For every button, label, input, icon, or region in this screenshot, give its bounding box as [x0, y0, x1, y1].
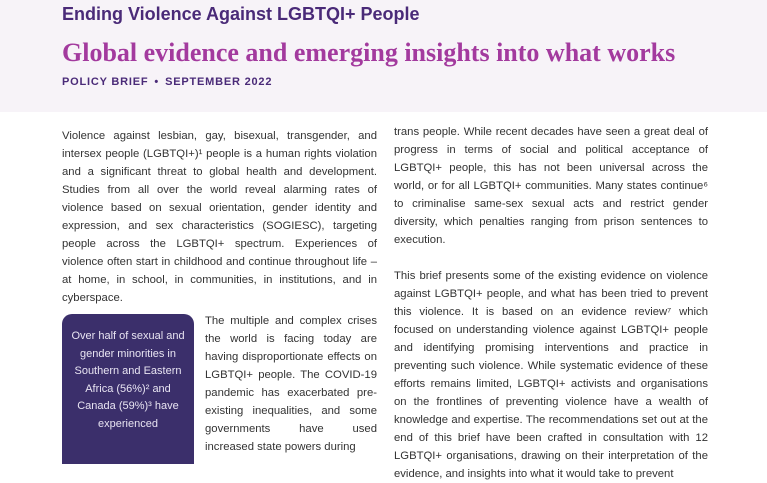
brief-overview-paragraph: This brief presents some of the existing evidence on violence against LGBTQI+ people, and what has been tried to prevent this violence. It is based on an evidence review⁷ which focused on understanding violence against LGBTQI+ people and identifying promising interventions and practice in preventing such violence. While systematic evidence of these efforts remains limited, LGBTQI+ activists and organisations on the frontlines of preventing violence have a wealth of knowledge and expertise. The recommendations set out at the end of this brief have been crafted in consultation with 12 LGBTQI+ organisations, drawing on their interpretation of the evidence, and insights into what it would take to prevent [394, 270, 708, 480]
doc-type: POLICY BRIEF [62, 76, 149, 88]
intro-column [62, 127, 377, 307]
right-column [394, 123, 708, 483]
callout-text: Over half of sexual and gender minorities in Southern and Eastern Africa (56%)² and Canada (59%)³ have experienced [71, 330, 185, 430]
continued-column [205, 312, 377, 456]
progress-paragraph: trans people. While recent decades have seen a great deal of progress in terms of social and political acceptance of LGBTQI+ people, this has not been universal across the world, or for all LGBTQI+ communities. Many states continue⁶ to criminalise same-sex sexual acts and restrict gender diversity, which penalties ranging from prison sentences to execution. [394, 126, 708, 246]
intro-paragraph: Violence against lesbian, gay, bisexual, transgender, and intersex people (LGBTQI+)¹ people is a human rights violation and a significant threat to global health and development. Studies from all over the world reveal alarming rates of violence based on sexual orientation, gender identity and expression, and sex characteristics (SOGIESC), targeting people across the LGBTQI+ spectrum. Experiences of violence often start in childhood and continue throughout life – at home, in school, in communities, in institutions, and in cyberspace. [62, 130, 377, 304]
page-title: Global evidence and emerging insights into what works [62, 38, 676, 67]
crises-paragraph: The multiple and complex crises the world is facing today are having disproportionate effects on LGBTQI+ people. The COVID-19 pandemic has exacerbated pre-existing inequalities, and some governments have used increased state powers during [205, 315, 377, 453]
stat-callout-box [62, 314, 194, 464]
doc-meta [62, 76, 272, 88]
series-title: Ending Violence Against LGBTQI+ People [62, 4, 420, 24]
doc-date: SEPTEMBER 2022 [165, 76, 273, 88]
meta-separator: • [154, 76, 160, 88]
